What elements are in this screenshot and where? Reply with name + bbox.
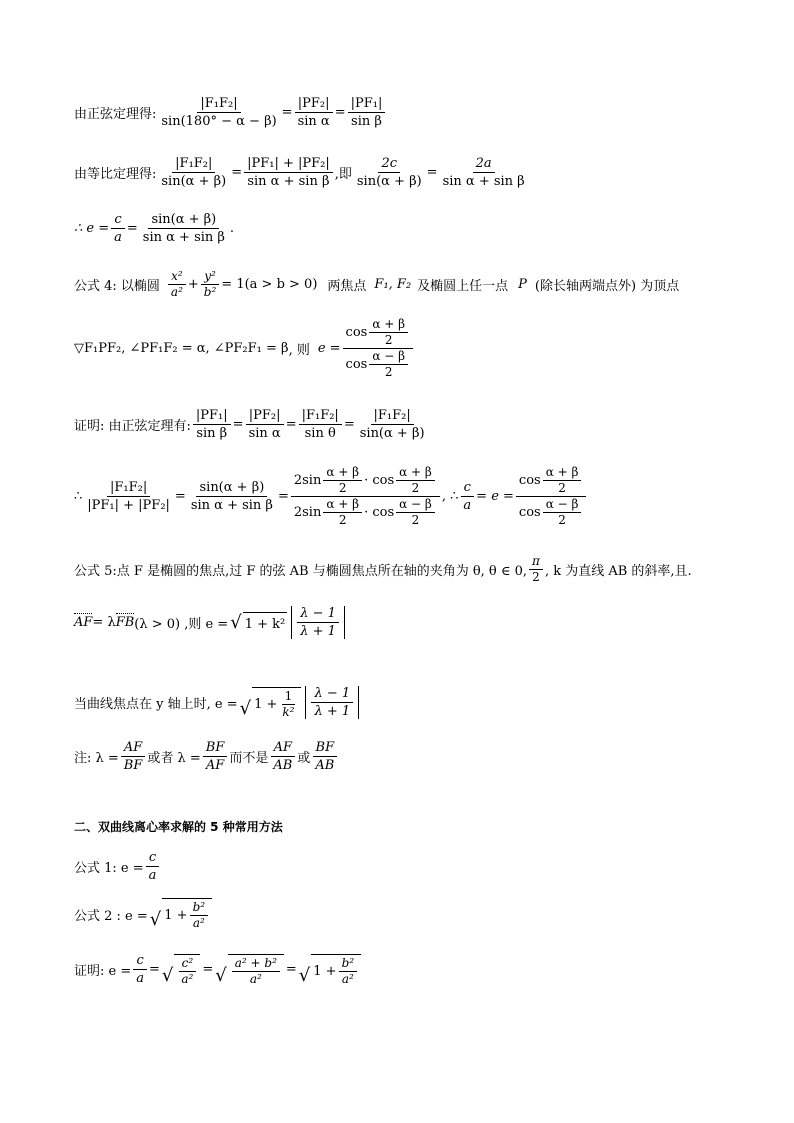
note-line: 注: λ = $\frac{AF}{BF}$ 或者 λ = $\frac{BF}{AF}$ 而不是 $\frac{AF}{AB}$ 或 $\frac{BF}{AB}$ (74, 740, 339, 773)
fraction: $\frac{c}{a}$ (146, 850, 160, 883)
fraction: cos $\frac{\alpha + \beta}{2}$ cos $\frac{\alpha - \beta}{2}$ (343, 318, 414, 379)
fraction: $\frac{\text{|F₁F₂|}}{\sin(180^\circ - \alpha - \beta)}$ (161, 96, 277, 129)
ratio-law-line: 由等比定理得: $\frac{\text{|F₁F₂|}}{\sin(\alpha + \beta)}$ = $\frac{\text{|PF₁| + |PF₂|}}{\text{sin α + sin β}}$ ,即 $\frac{2c}{\sin(\alpha + \beta)}$ = $\frac{2a}{\text{sin α + sin β}}$ (74, 156, 530, 189)
formula-4-line: 公式 4: 以椭圆 $\frac{\text{x²}}{\text{a²}}$ + $\frac{\text{y²}}{\text{b²}}$ = 1(a > b > 0) 两焦点 F₁, F₂ 及椭圆上任一点 P (除长轴两端点外) 为顶点 (74, 269, 680, 299)
fraction: $\frac{\text{|PF₁| + |PF₂|}}{\text{sin α + sin β}}$ (244, 156, 333, 189)
fraction: $\frac{BF}{AB}$ (312, 740, 337, 773)
fraction: $\frac{c}{a}$ (460, 480, 474, 513)
proof-derivation: ∴ $\frac{\text{|F₁F₂|}}{\text{|PF₁| + |PF₂|}}$ = $\frac{\sin(\alpha + \beta)}{\text{sin α + sin β}}$ = 2sin $\frac{\alpha + \beta}{2}$ · cos $\frac{\alpha + \beta}{2}$ 2sin $\frac{\alpha + \beta}{2}$ · cos $\frac{\alpha - \beta}{2}$ , ∴ $\frac{c}{a}$ = e = cos $\frac{\alpha + \beta}{2}$ cos $\frac{\alpha - \beta}{2}$ (74, 466, 588, 527)
fraction: $\frac{AF}{BF}$ (121, 740, 146, 773)
fraction: $\frac{BF}{AF}$ (203, 740, 228, 773)
sqrt: √ 1 + k² (230, 612, 286, 633)
fraction: $\frac{\text{|F₁F₂|}}{\text{|PF₁| + |PF₂|}}$ (87, 480, 170, 513)
fraction: $\frac{AF}{AB}$ (270, 740, 295, 773)
sqrt: √ 1 + $\frac{1}{\text{k²}}$ (240, 687, 302, 719)
sine-law-line: 由正弦定理得: $\frac{\text{|F₁F₂|}}{\sin(180^\circ - \alpha - \beta)}$ = $\frac{\text{|PF₂|}}{\text{sin α}}$ = $\frac{\text{|PF₁|}}{\text{sin β}}$ (74, 96, 387, 129)
formula-5-result: AF = λ FB (λ > 0) ,则 e = √ 1 + k² $\frac{\lambda - 1}{\lambda + 1}$ (74, 606, 347, 639)
fraction: $\frac{\text{|F₁F₂|}}{\sin(\alpha + \beta)}$ (359, 408, 425, 441)
fraction: $\frac{\lambda - 1}{\lambda + 1}$ (297, 606, 339, 639)
fraction: $\frac{c}{a}$ (133, 953, 147, 986)
fraction: $\frac{c}{a}$ (111, 212, 125, 245)
fraction: $\frac{\text{|PF₁|}}{\text{sin β}}$ (193, 408, 231, 441)
fraction: $\frac{\text{|PF₂|}}{\text{sin α}}$ (246, 408, 284, 441)
hyperbola-formula-1: 公式 1: e = $\frac{c}{a}$ (74, 850, 161, 883)
fraction: $\frac{\sin(\alpha + \beta)}{\text{sin α + sin β}}$ (142, 212, 225, 245)
label: 由正弦定理得: (74, 107, 157, 122)
fraction: $\frac{\sin(\alpha + \beta)}{\text{sin α + sin β}}$ (190, 480, 273, 513)
fraction: $\frac{\text{|F₁F₂|}}{\text{sin θ}}$ (299, 408, 342, 441)
hyperbola-proof: 证明: e = $\frac{c}{a}$ = √ $\frac{\text{c²}}{\text{a²}}$ = √ $\frac{\text{a² + b²}}{\text{a²}}$ = √ 1 + $\frac{\text{b²}}{\text{a²}}$ (74, 953, 363, 986)
hyperbola-formula-2: 公式 2 : e = √ 1 + $\frac{\text{b²}}{\text{a²}}$ (74, 898, 214, 930)
eccentricity-result: ∴ e = $\frac{c}{a}$ = $\frac{\sin(\alpha + \beta)}{\text{sin α + sin β}}$ . (74, 212, 235, 245)
fraction: $\frac{\text{y²}}{\text{b²}}$ (201, 270, 220, 299)
sqrt: √ 1 + $\frac{\text{b²}}{\text{a²}}$ (299, 954, 361, 986)
fraction: $\frac{\text{x²}}{\text{a²}}$ (168, 270, 186, 299)
sqrt: √ $\frac{\text{a² + b²}}{\text{a²}}$ (215, 954, 284, 986)
fraction: 2sin $\frac{\alpha + \beta}{2}$ · cos $\frac{\alpha + \beta}{2}$ 2sin $\frac{\alpha + \beta}{2}$ · cos $\frac{\alpha - \beta}{2}$ (291, 466, 440, 527)
y-axis-focus-line: 当曲线焦点在 y 轴上时, e = √ 1 + $\frac{1}{\text{k²}}$ $\frac{\lambda - 1}{\lambda + 1}$ (74, 686, 361, 719)
sqrt: √ $\frac{\text{c²}}{\text{a²}}$ (162, 954, 200, 986)
fraction: $\frac{\text{|PF₂|}}{\text{sin α}}$ (295, 96, 333, 129)
fraction: cos $\frac{\alpha + \beta}{2}$ cos $\frac{\alpha - \beta}{2}$ (516, 466, 587, 527)
abs-value: $\frac{\lambda - 1}{\lambda + 1}$ (305, 686, 359, 719)
abs-value (291, 606, 345, 639)
fraction: $\frac{2a}{\text{sin α + sin β}}$ (442, 156, 525, 189)
fraction: $\frac{\text{|F₁F₂|}}{\sin(\alpha + \beta)}$ (161, 156, 227, 189)
formula-4-result: ▽F₁PF₂, ∠PF₁F₂ = α, ∠PF₂F₁ = β , 则 e = cos $\frac{\alpha + \beta}{2}$ cos $\frac{\alpha - \beta}{2}$ (74, 318, 415, 379)
proof-sine-law: 证明: 由正弦定理有: $\frac{\text{|PF₁|}}{\text{sin β}}$ = $\frac{\text{|PF₂|}}{\text{sin α}}$ = $\frac{\text{|F₁F₂|}}{\text{sin θ}}$ = $\frac{\text{|F₁F₂|}}{\sin(\alpha + \beta)}$ (74, 408, 430, 441)
formula-5-line: 公式 5:点 F 是椭圆的焦点,过 F 的弦 AB 与椭圆焦点所在轴的夹角为 θ, θ ∈ 0, $\frac{\pi}{2}$ , k 为直线 AB 的斜率,且. (74, 554, 692, 584)
sqrt: √ 1 + $\frac{\text{b²}}{\text{a²}}$ (150, 898, 212, 930)
section-heading: 二、双曲线离心率求解的 5 种常用方法 (74, 820, 283, 834)
fraction: $\frac{\pi}{2}$ (529, 555, 543, 584)
fraction: $\frac{2c}{\sin(\alpha + \beta)}$ (356, 156, 422, 189)
fraction: $\frac{\text{|PF₁|}}{\text{sin β}}$ (348, 96, 386, 129)
